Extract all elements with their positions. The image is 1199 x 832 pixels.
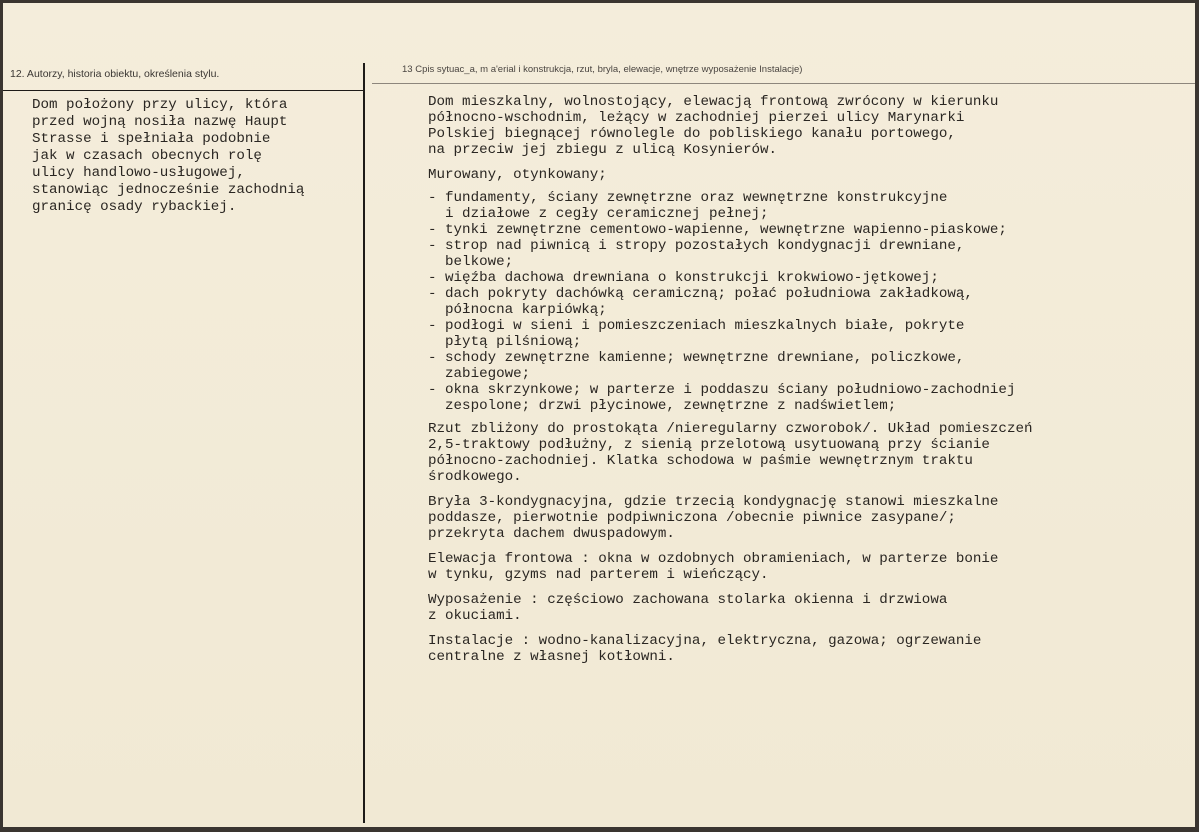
intro-paragraph: Dom mieszkalny, wolnostojący, elewacją frontową zwrócony w kierunku północno-wschodnim, leżący w zachodniej pierzei ulicy Marynarki Polskiej biegnącej równolegle do pobliskiego kanału portowego, na przeciw jej zbiegu z ulicą Kosynierów.: [428, 94, 999, 158]
history-text: Dom położony przy ulicy, która przed wojną nosiła nazwę Haupt Strasse i spełniała podobnie jak w czasach obecnych rolę ulicy handlowo-usługowej, stanowiąc jednocześnie zachodnią granicę osady rybackiej.: [32, 97, 305, 215]
section-13-header: 13 Cpis sytuac_a, m a'erial i konstrukcja, rzut, bryla, elewacje, wnętrze wyposażenie Instalacje): [402, 64, 803, 75]
right-column-rule: [372, 83, 1195, 84]
construction-item-floors: - podłogi w sieni i pomieszczeniach mieszkalnych białe, pokryte płytą pilśniową;: [428, 318, 965, 350]
construction-item-roof-truss: - więźba dachowa drewniana o konstrukcji krokwiowo-jętkowej;: [428, 270, 939, 286]
description-column: [428, 94, 1188, 674]
construction-list: [428, 190, 1188, 414]
left-column-rule: [3, 90, 363, 91]
construction-lead: Murowany, otynkowany;: [428, 167, 607, 183]
column-divider: [363, 63, 365, 823]
massing-paragraph: Bryła 3-kondygnacyjna, gdzie trzecią kondygnację stanowi mieszkalne poddasze, pierwotnie podpiwniczona /obecnie piwnice zasypane/; przekryta dachem dwuspadowym.: [428, 494, 999, 542]
facade-paragraph: Elewacja frontowa : okna w ozdobnych obramieniach, w parterze bonie w tynku, gzyms nad parterem i wieńczący.: [428, 551, 999, 583]
equipment-paragraph: Wyposażenie : częściowo zachowana stolarka okienna i drzwiowa z okuciami.: [428, 592, 948, 624]
page-edge-top: [0, 0, 1199, 3]
construction-item-roof-covering: - dach pokryty dachówką ceramiczną; połać południowa zakładkową, północna karpiówką;: [428, 286, 973, 318]
construction-item-ceilings: - strop nad piwnicą i stropy pozostałych kondygnacji drewniane, belkowe;: [428, 238, 965, 270]
plan-paragraph: Rzut zbliżony do prostokąta /nieregularny czworobok/. Układ pomieszczeń 2,5-traktowy podłużny, z sienią przelotową usytuowaną przy ścianie północno-zachodniej. Klatka schodowa w paśmie wewnętrznym traktu środkowego.: [428, 421, 1033, 485]
construction-item-foundations: - fundamenty, ściany zewnętrzne oraz wewnętrzne konstrukcyjne i działowe z cegły ceramicznej pełnej;: [428, 190, 948, 222]
page-edge-bottom: [0, 827, 1199, 832]
construction-item-stairs: - schody zewnętrzne kamienne; wewnętrzne drewniane, policzkowe, zabiegowe;: [428, 350, 965, 382]
page-edge-right: [1195, 0, 1199, 832]
page-edge-left: [0, 0, 3, 832]
construction-item-plaster: - tynki zewnętrzne cementowo-wapienne, wewnętrzne wapienno-piaskowe;: [428, 222, 1007, 238]
section-12-header: 12. Autorzy, historia obiektu, określenia stylu.: [10, 68, 220, 80]
construction-item-windows-doors: - okna skrzynkowe; w parterze i poddaszu ściany południowo-zachodniej zespolone; drzwi płycinowe, zewnętrzne z nadświetlem;: [428, 382, 1016, 414]
installations-paragraph: Instalacje : wodno-kanalizacyjna, elektryczna, gazowa; ogrzewanie centralne z własnej kotłowni.: [428, 633, 982, 665]
